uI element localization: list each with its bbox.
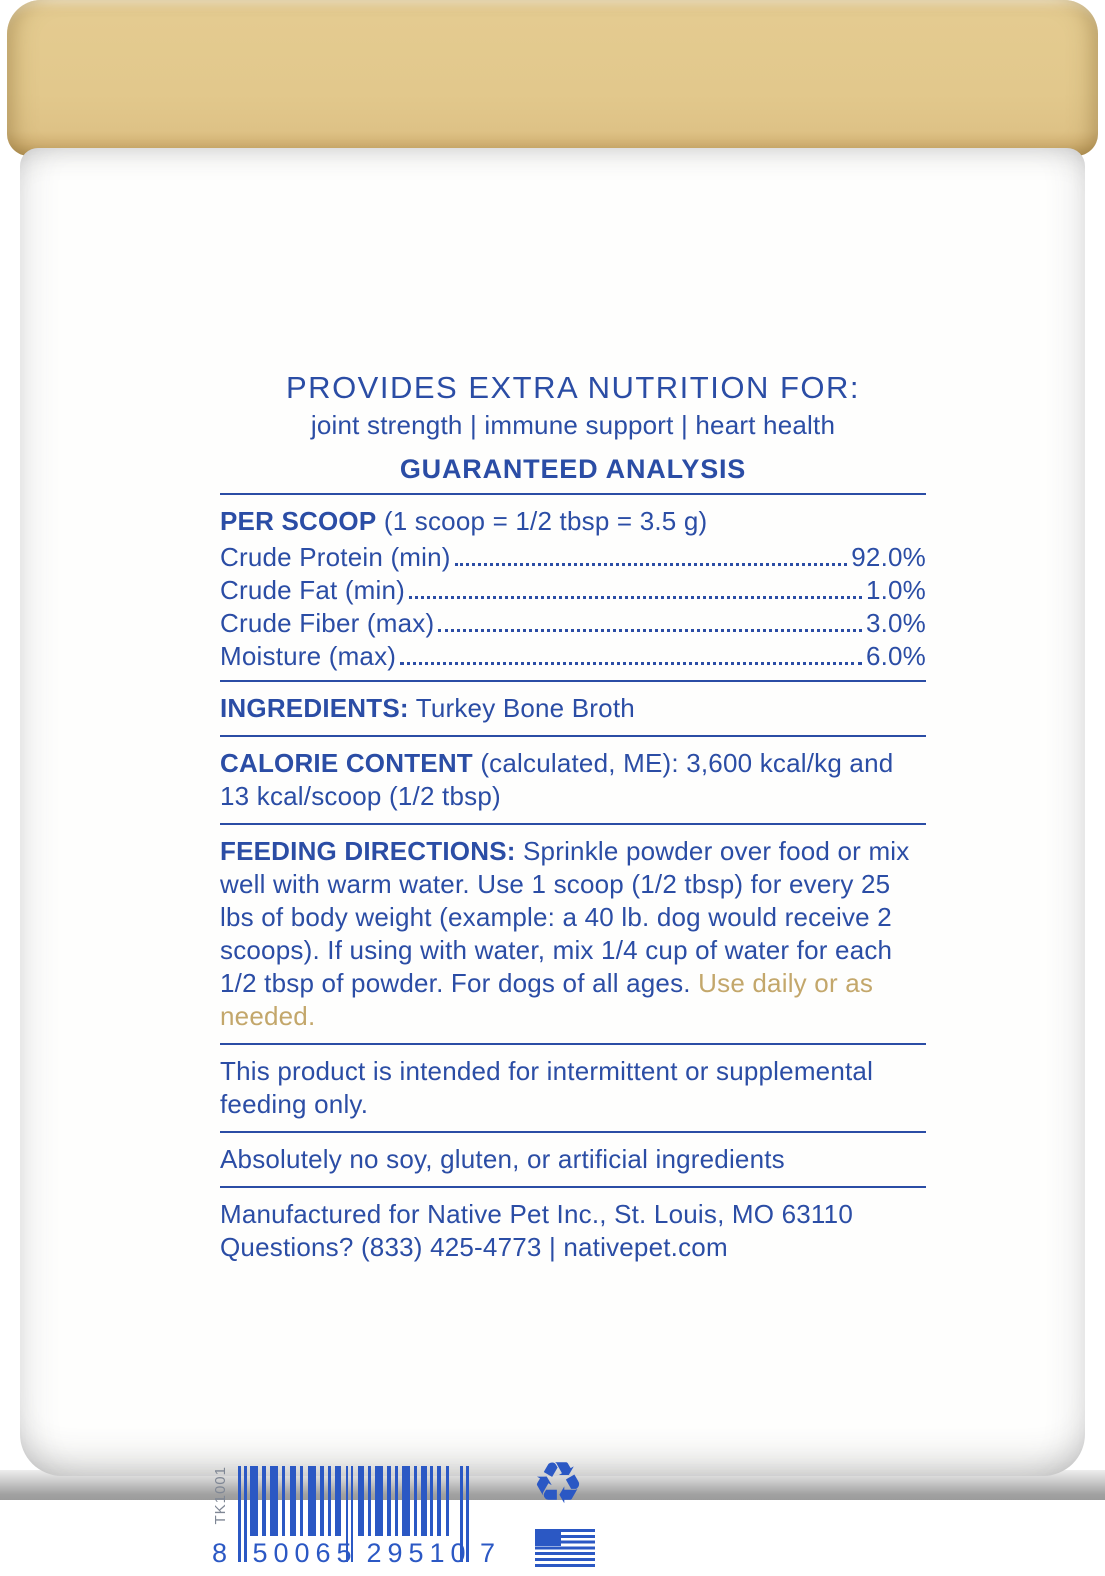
divider — [220, 1043, 926, 1045]
nutrient-name: Crude Fiber (max) — [220, 608, 435, 638]
calorie-content-label: CALORIE CONTENT — [220, 748, 473, 778]
provides-heading: PROVIDES EXTRA NUTRITION FOR: — [286, 370, 860, 405]
manufacturer-address: Manufactured for Native Pet Inc., St. Louis, MO 63110 — [220, 1199, 853, 1229]
nutrient-name: Crude Protein (min) — [220, 542, 451, 572]
calorie-content-line — [220, 744, 926, 816]
label-content — [220, 370, 926, 1267]
manufacturer-contact: Questions? (833) 425-4773 | nativepet.com — [220, 1232, 728, 1262]
manufacturer-info — [220, 1195, 926, 1267]
dot-leader — [438, 629, 862, 632]
per-scoop-label: PER SCOOP — [220, 506, 377, 536]
per-scoop-detail: (1 scoop = 1/2 tbsp = 3.5 g) — [376, 506, 708, 536]
barcode-digit-group: 8 — [212, 1538, 228, 1568]
barcode — [214, 1466, 514, 1576]
container-body — [20, 148, 1085, 1568]
divider — [220, 1186, 926, 1188]
divider — [220, 493, 926, 495]
sku-code: TK1001 — [212, 1466, 229, 1525]
dot-leader — [455, 563, 848, 566]
nutrient-value: 6.0% — [865, 641, 926, 671]
feeding-directions-label: FEEDING DIRECTIONS: — [220, 836, 516, 866]
per-scoop-line — [220, 502, 926, 541]
analysis-row — [220, 574, 926, 607]
ingredients-value: Turkey Bone Broth — [408, 693, 635, 723]
nutrient-value: 92.0% — [851, 542, 926, 572]
nutrient-name: Moisture (max) — [220, 641, 397, 671]
feeding-directions-text: Sprinkle powder over food or mix well with warm water. Use 1 scoop (1/2 tbsp) for every 25 lbs of body weight (example: a 40 lb. dog would receive 2 scoops). If using with water, mix 1/4 cup of water for each 1/2 tbsp of powder. For dogs of all ages. — [220, 836, 910, 998]
dot-leader — [409, 596, 862, 599]
divider — [220, 735, 926, 737]
divider — [220, 1131, 926, 1133]
dot-leader — [400, 662, 862, 665]
feeding-highlight: Use daily or as needed. — [220, 968, 874, 1031]
recycle-icon: ♻ — [532, 1451, 584, 1516]
divider — [220, 680, 926, 682]
analysis-row — [220, 607, 926, 640]
flag-canton — [535, 1529, 561, 1546]
nutrient-value: 3.0% — [865, 608, 926, 638]
no-artificial-note: Absolutely no soy, gluten, or artificial ingredients — [220, 1144, 785, 1174]
analysis-row — [220, 541, 926, 574]
ingredients-label: INGREDIENTS: — [220, 693, 409, 723]
usa-flag-icon — [535, 1529, 595, 1567]
guaranteed-analysis-title: GUARANTEED ANALYSIS — [399, 454, 747, 484]
divider — [220, 823, 926, 825]
provides-subheading: joint strength | immune support | heart health — [310, 410, 836, 440]
analysis-row — [220, 640, 926, 673]
barcode-digit-group: 50065 — [252, 1538, 358, 1568]
nutrient-name: Crude Fat (min) — [220, 575, 406, 605]
ingredients-line — [220, 689, 926, 728]
nutrient-value: 1.0% — [865, 575, 926, 605]
intermittent-feeding-note: This product is intended for intermittent or supplemental feeding only. — [220, 1056, 874, 1119]
container-lid — [7, 0, 1098, 156]
barcode-digit-group: 7 — [480, 1538, 496, 1568]
barcode-digit-group: 29510 — [366, 1538, 472, 1568]
feeding-directions — [220, 832, 926, 1036]
calorie-content-text: (calculated, ME): 3,600 kcal/kg and 13 kcal/scoop (1/2 tbsp) — [220, 748, 894, 811]
